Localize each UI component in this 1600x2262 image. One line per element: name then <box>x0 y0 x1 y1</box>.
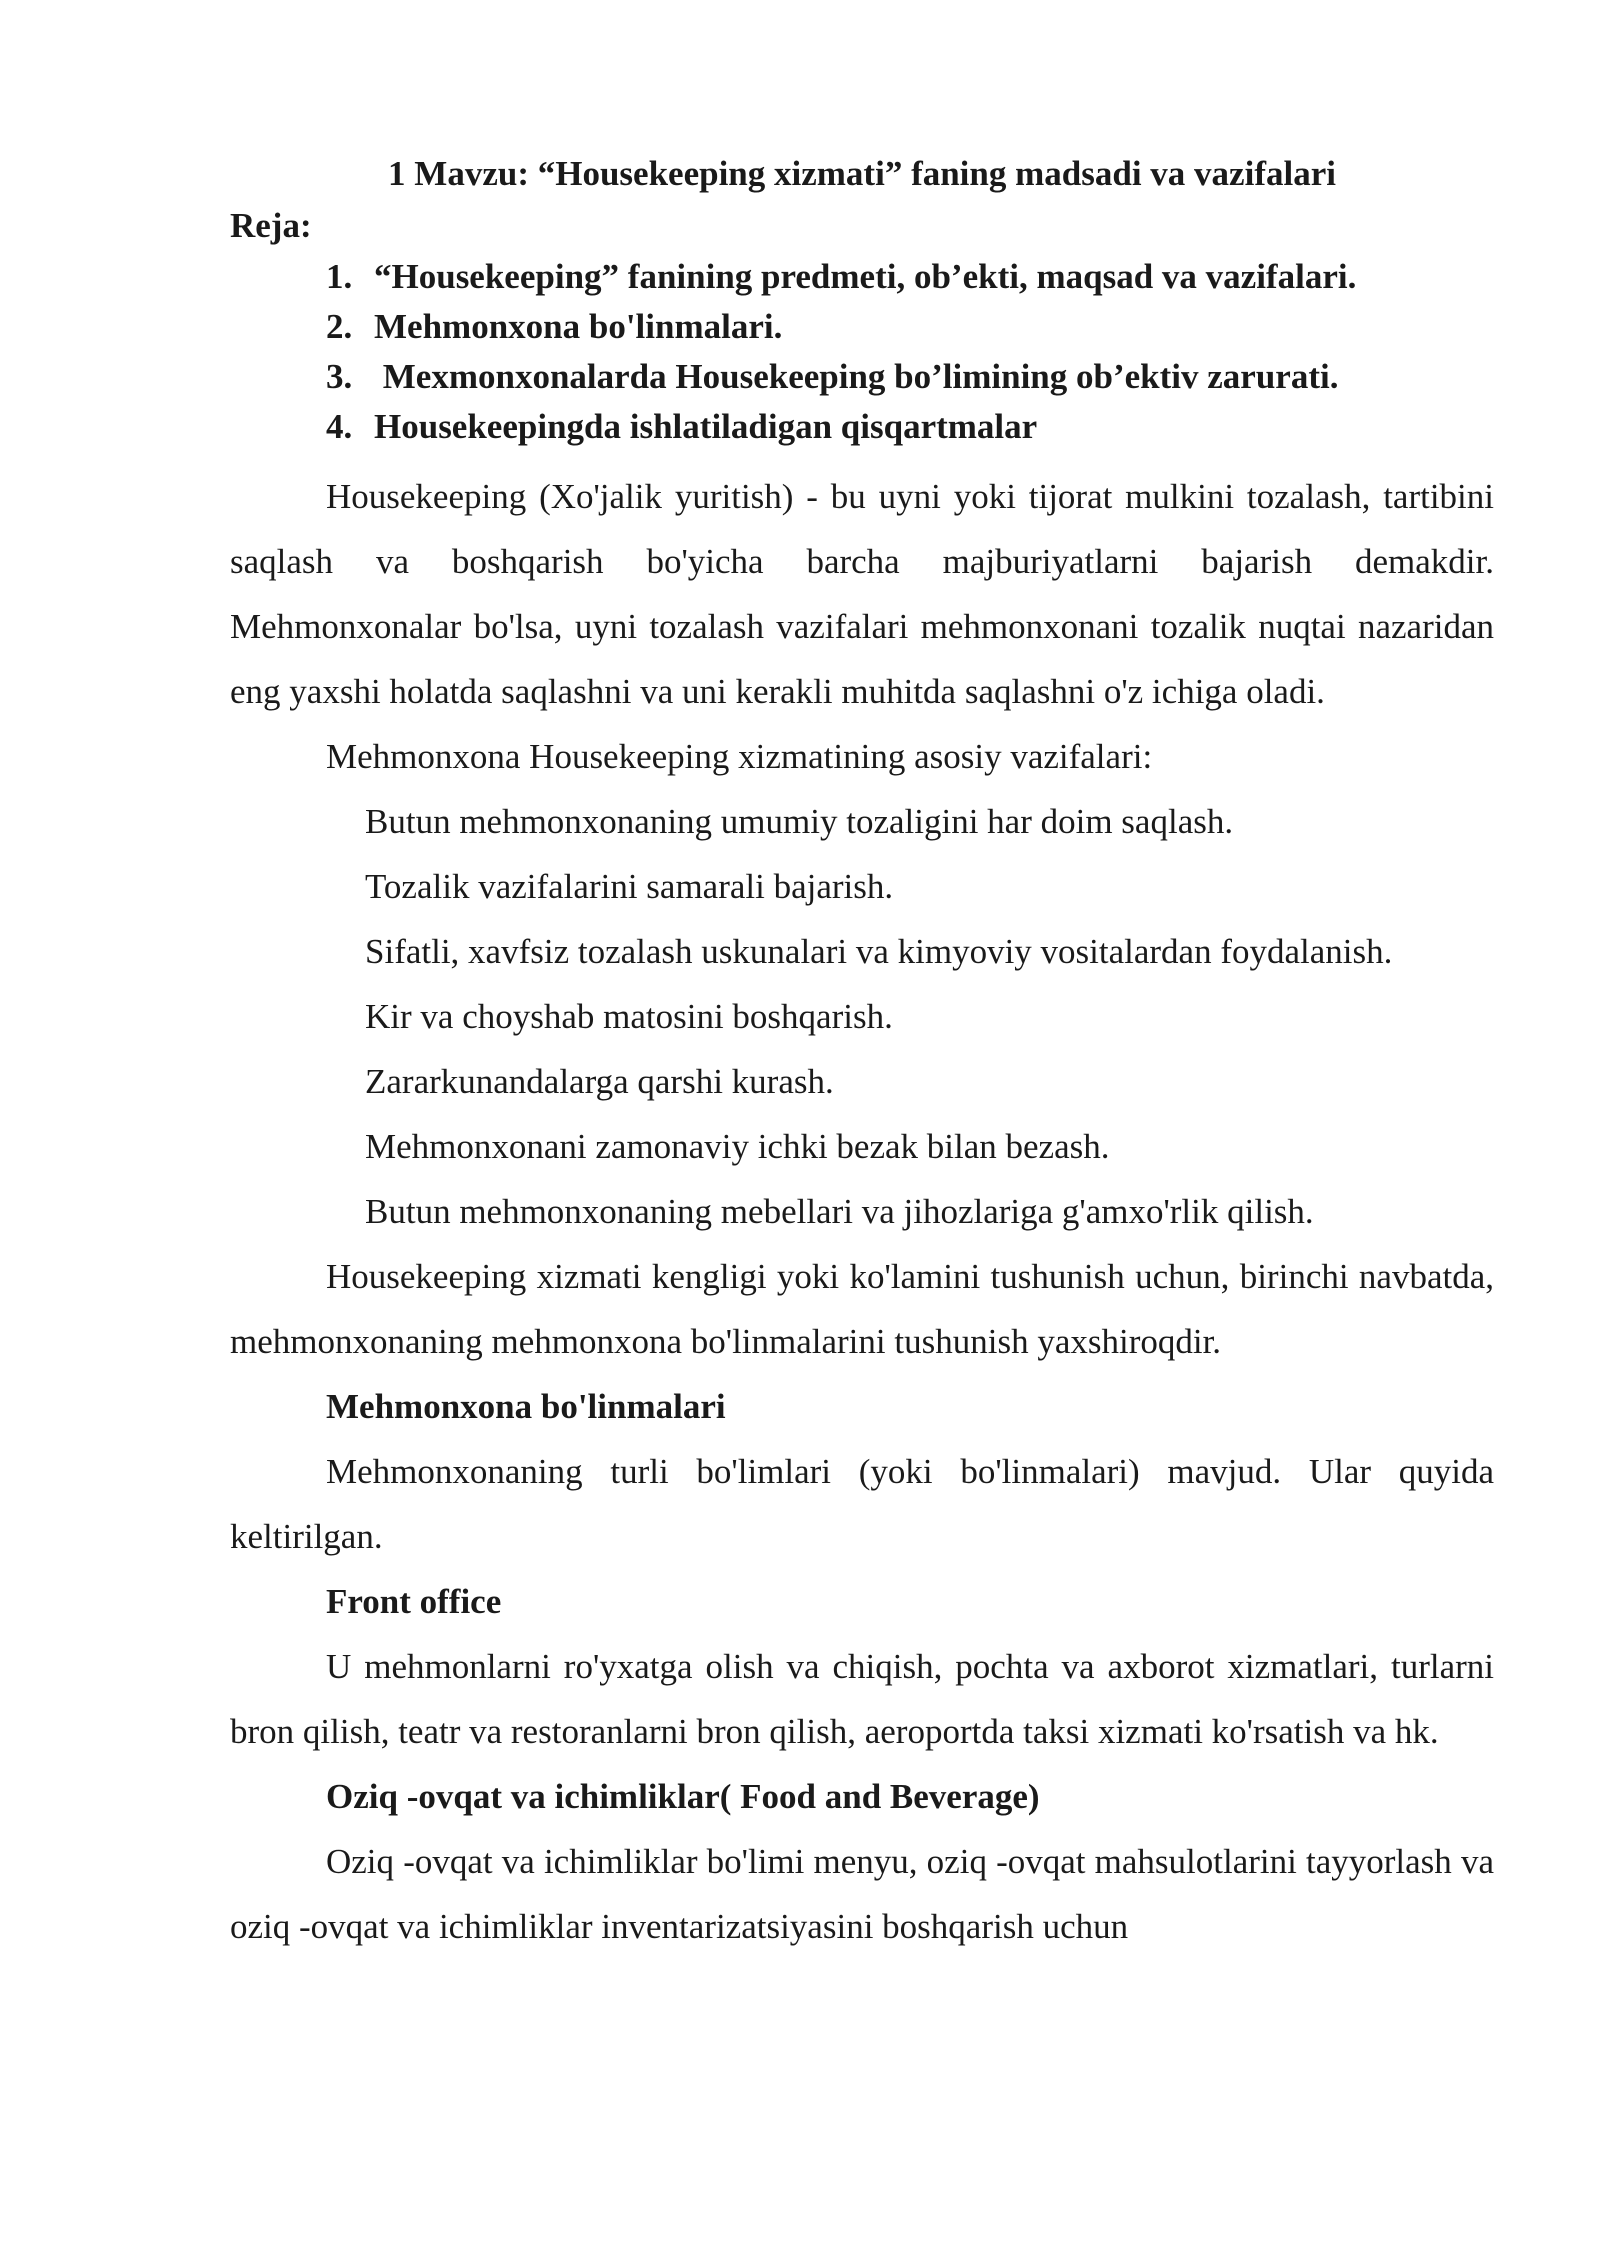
section-text-front-office: U mehmonlarni ro'yxatga olish va chiqish, pochta va axborot xizmatlari, turlarni bron qilish, teatr va restoranlarni bron qilish, aeroportda taksi xizmati ko'rsatish va hk. <box>230 1647 1494 1751</box>
plan-item-text: Housekeepingda ishlatiladigan qisqartmalar <box>374 407 1038 446</box>
plan-item-number: 4. <box>326 407 353 446</box>
task-item: Butun mehmonxonaning umumiy tozaligini har doim saqlash. <box>365 802 1234 841</box>
task-item: Mehmonxonani zamonaviy ichki bezak bilan bezash. <box>365 1127 1110 1166</box>
task-item: Kir va choyshab matosini boshqarish. <box>365 997 893 1036</box>
plan-list <box>230 252 1494 452</box>
intro-paragraph: Housekeeping (Xo'jalik yuritish) - bu uyni yoki tijorat mulkini tozalash, tartibini saqlash va boshqarish bo'yicha barcha majburiyatlarni bajarish demakdir. Mehmonxonalar bo'lsa, uyni tozalash vazifalari mehmonxonani tozalik nuqtai nazaridan eng yaxshi holatda saqlashni va uni kerakli muhitda saqlashni o'z ichiga oladi. <box>230 477 1494 711</box>
plan-item-text: Mexmonxonalarda Housekeeping bo’limining ob’ektiv zarurati. <box>374 357 1339 396</box>
section-text-food-beverage: Oziq -ovqat va ichimliklar bo'limi menyu, oziq -ovqat mahsulotlarini tayyorlash va oziq -ovqat va ichimliklar inventarizatsiyasini boshqarish uchun <box>230 1842 1494 1946</box>
scope-paragraph: Housekeeping xizmati kengligi yoki ko'lamini tushunish uchun, birinchi navbatda, mehmonxonaning mehmonxona bo'linmalarini tushunish yaxshiroqdir. <box>230 1257 1494 1361</box>
plan-item-number: 3. <box>326 357 353 396</box>
section-heading-departments: Mehmonxona bo'linmalari <box>326 1387 726 1426</box>
task-item: Sifatli, xavfsiz tozalash uskunalari va kimyoviy vositalardan foydalanish. <box>365 932 1393 971</box>
plan-item <box>230 352 1494 402</box>
task-item: Tozalik vazifalarini samarali bajarish. <box>365 867 894 906</box>
section-heading-front-office: Front office <box>326 1582 502 1621</box>
plan-item-number: 1. <box>326 257 353 296</box>
section-text-departments: Mehmonxonaning turli bo'limlari (yoki bo'linmalari) mavjud. Ular quyida keltirilgan. <box>230 1452 1494 1556</box>
plan-item-text: “Housekeeping” fanining predmeti, ob’ekti, maqsad va vazifalari. <box>374 257 1357 296</box>
plan-item <box>230 402 1494 452</box>
plan-label: Reja: <box>230 206 312 245</box>
plan-item <box>230 302 1494 352</box>
task-item: Zararkunandalarga qarshi kurash. <box>365 1062 834 1101</box>
section-heading-food-beverage: Oziq -ovqat va ichimliklar( Food and Beverage) <box>326 1777 1040 1816</box>
task-item: Butun mehmonxonaning mebellari va jihozlariga g'amxo'rlik qilish. <box>365 1192 1314 1231</box>
plan-item-number: 2. <box>326 307 353 346</box>
tasks-heading: Mehmonxona Housekeeping xizmatining asosiy vazifalari: <box>326 737 1153 776</box>
plan-item-text: Mehmonxona bo'linmalari. <box>374 307 783 346</box>
document-body <box>230 148 1494 1959</box>
plan-item <box>230 252 1494 302</box>
document-title: 1 Mavzu: “Housekeeping xizmati” faning madsadi va vazifalari <box>388 154 1336 193</box>
